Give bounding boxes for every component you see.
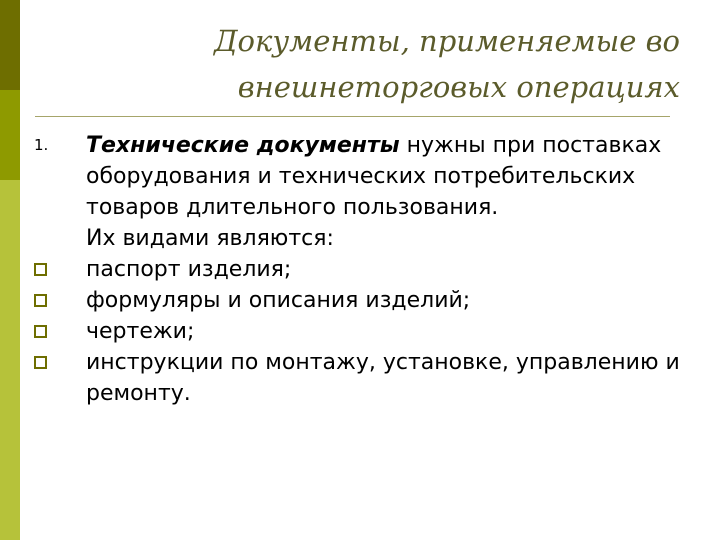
title-divider [35, 116, 670, 117]
list-item [34, 285, 694, 316]
slide-title [80, 18, 680, 110]
title-line-2: внешнеторговых операциях [237, 70, 680, 104]
square-bullet-icon [34, 347, 74, 378]
bullet-text: чертежи; [86, 319, 195, 344]
bullet-text: инструкции по монтажу, установке, управлению и ремонту. [86, 350, 680, 406]
bullet-text: формуляры и описания изделий; [86, 288, 471, 313]
sidebar-segment-middle [0, 90, 20, 180]
item-number: 1. [34, 136, 49, 154]
sidebar-segment-bottom [0, 180, 20, 540]
slide-body [34, 130, 694, 409]
bullet-list [34, 254, 694, 409]
square-bullet-icon [34, 254, 74, 285]
title-line-1: Документы, применяемые во [213, 24, 680, 58]
list-item [34, 347, 694, 409]
types-intro: Их видами являются: [86, 226, 334, 251]
sidebar-segment-top [0, 0, 20, 90]
sidebar-decoration [0, 0, 20, 540]
list-item [34, 316, 694, 347]
list-item [34, 254, 694, 285]
item-text: нужны при поставках оборудования и технических потребительских товаров длительного пользования. [86, 133, 662, 220]
bullet-text: паспорт изделия; [86, 257, 292, 282]
square-bullet-icon [34, 285, 74, 316]
numbered-item [34, 130, 694, 223]
item-emphasis: Технические документы [86, 133, 400, 158]
square-bullet-icon [34, 316, 74, 347]
